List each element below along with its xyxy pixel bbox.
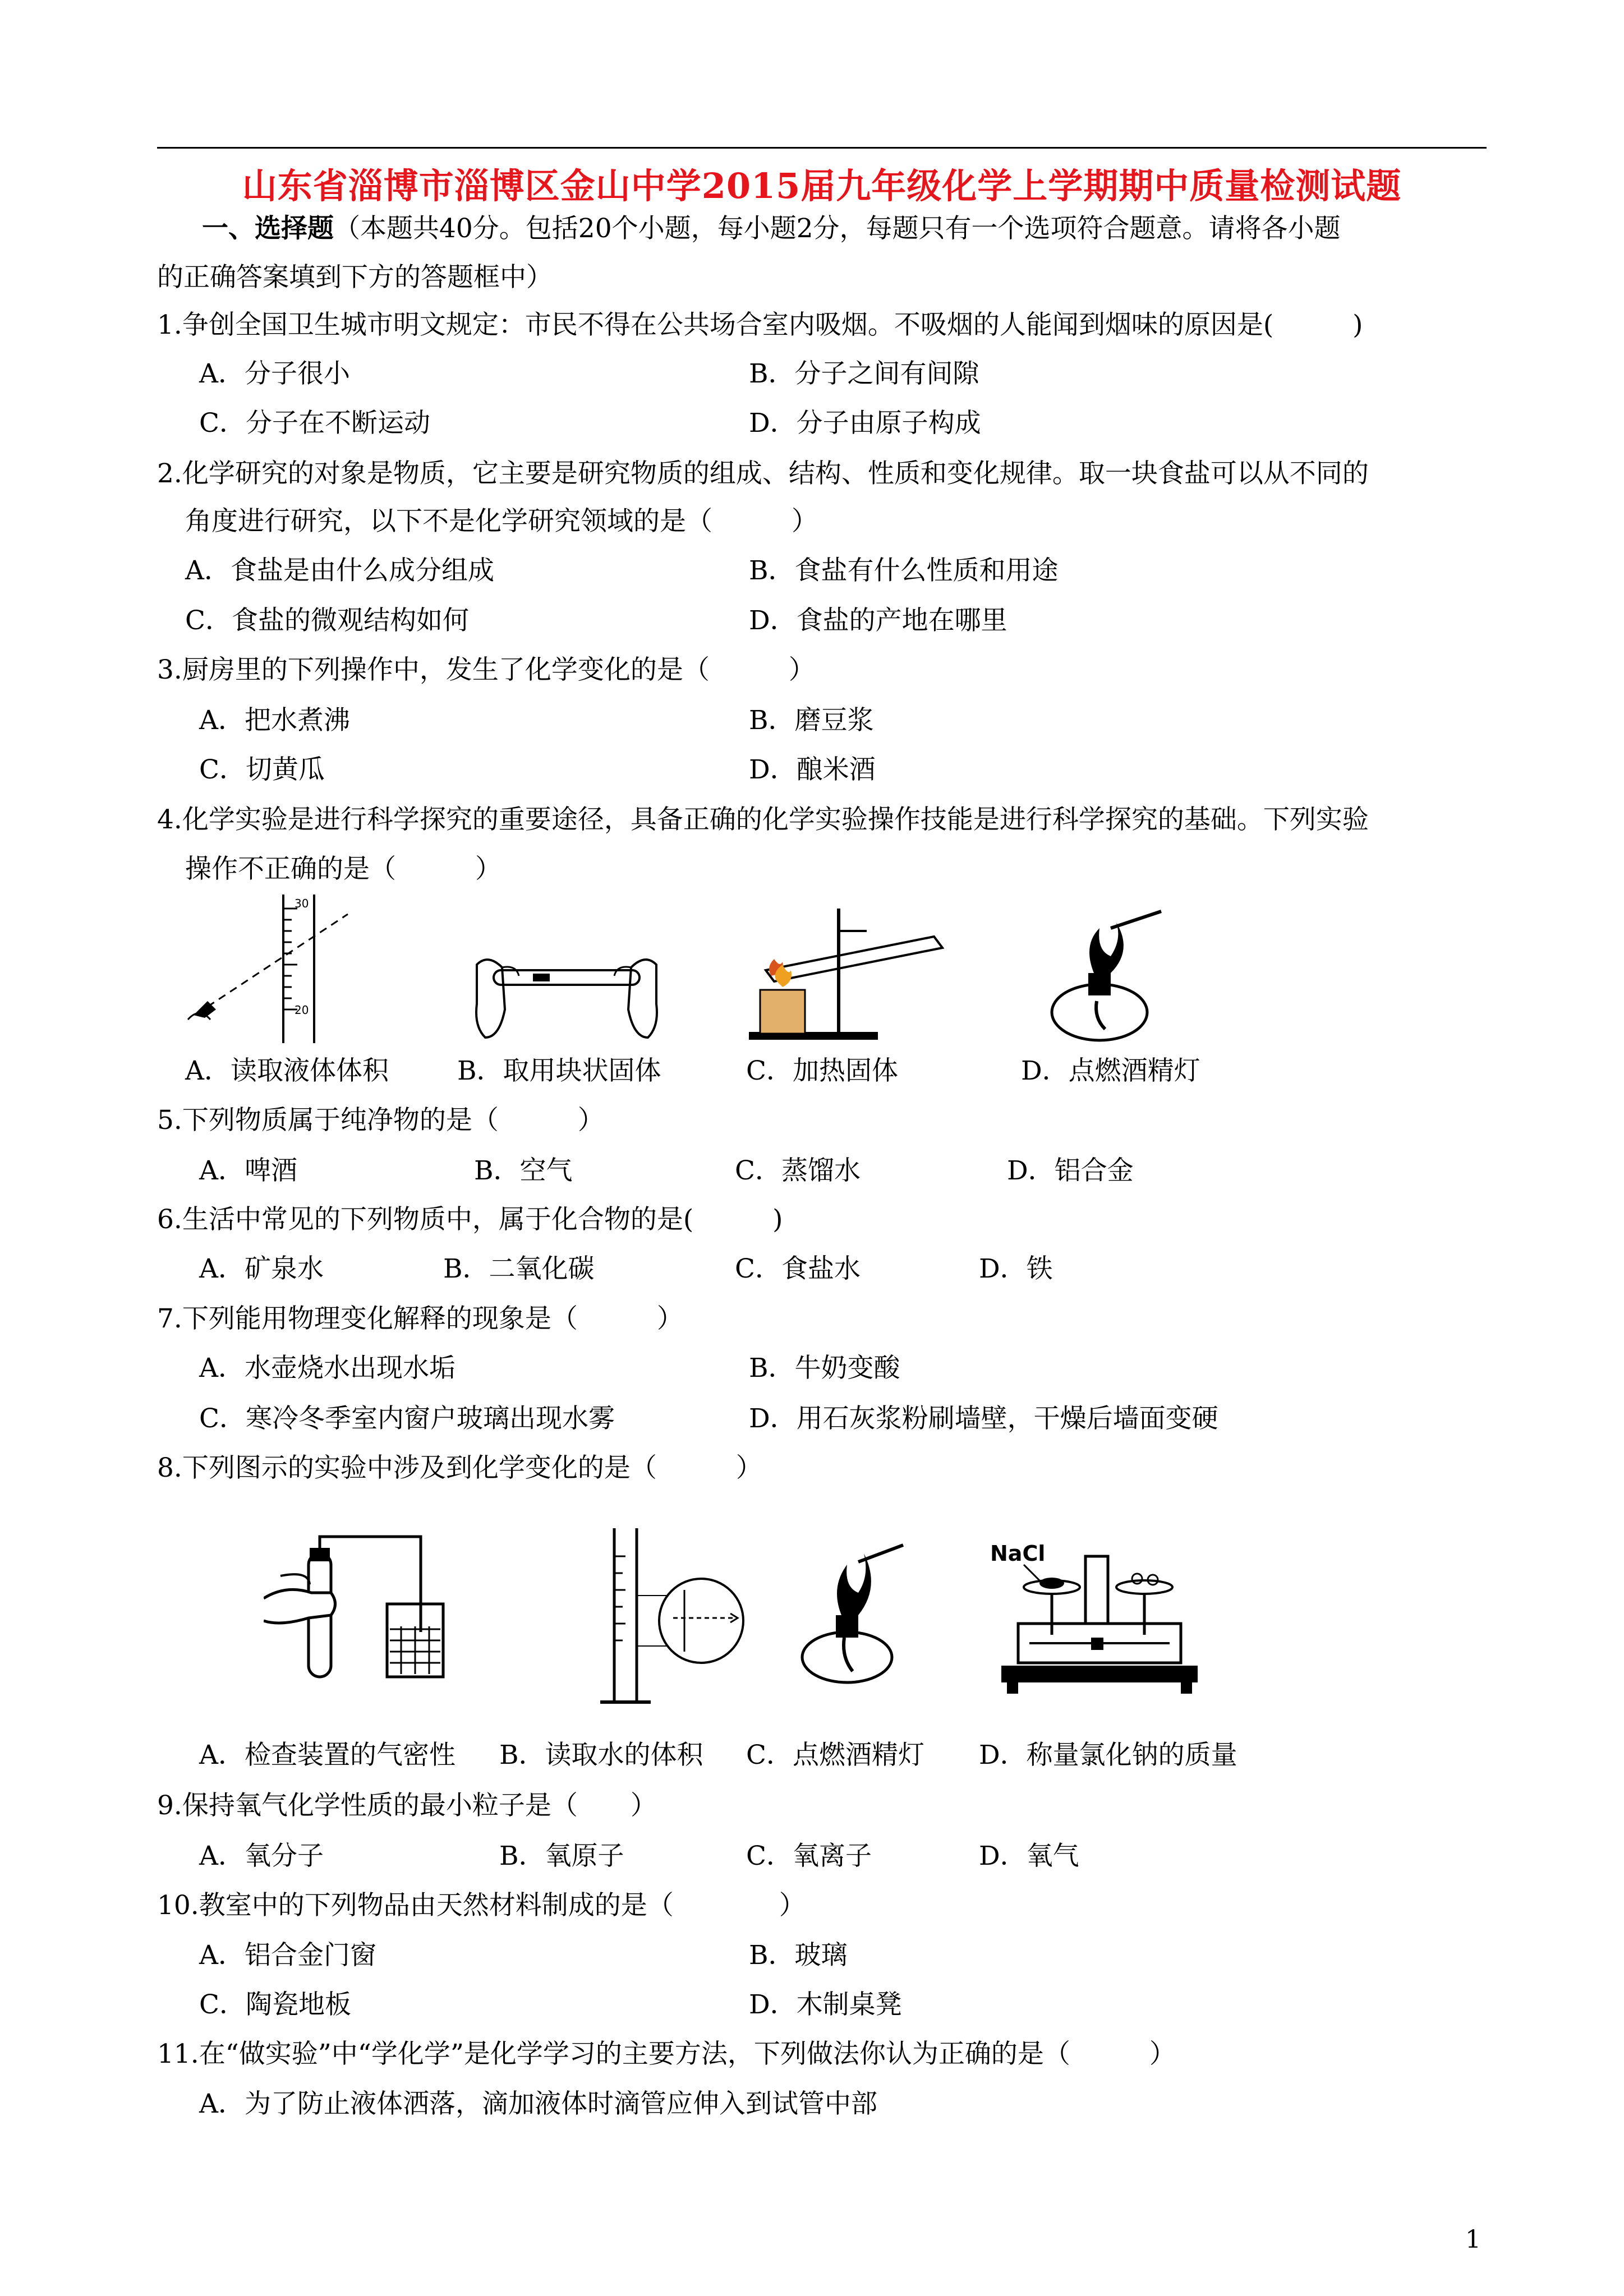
question-2-option-a: A．食盐是由什么成分组成 [185, 555, 494, 586]
question-1-option-c: C．分子在不断运动 [199, 408, 430, 439]
figure-read-water-volume [600, 1523, 757, 1708]
question-1-stem: 1.争创全国卫生城市明文规定：市民不得在公共场合室内吸烟。不吸烟的人能闻到烟味的原因是( ) [157, 310, 1363, 340]
question-3-stem: 3.厨房里的下列操作中，发生了化学变化的是（ ） [157, 654, 815, 685]
question-5-option-b: B．空气 [474, 1155, 573, 1186]
question-6-option-a: A．矿泉水 [199, 1253, 324, 1284]
question-2-option-b: B．食盐有什么性质和用途 [749, 555, 1059, 586]
question-7-option-a: A．水壶烧水出现水垢 [199, 1353, 456, 1384]
question-10-option-c: C．陶瓷地板 [199, 1989, 351, 2020]
question-3-option-b: B．磨豆浆 [749, 705, 874, 736]
question-1-option-d: D．分子由原子构成 [749, 408, 981, 439]
question-6-option-d: D．铁 [979, 1253, 1053, 1284]
question-4-stem: 4.化学实验是进行科学探究的重要途径，具备正确的化学实验操作技能是进行科学探究的基础。下列实验 [157, 804, 1369, 835]
question-9-option-b: B．氧原子 [499, 1841, 624, 1871]
question-11-stem: 11.在“做实验”中“学化学”是化学学习的主要方法，下列做法你认为正确的是（ ） [157, 2039, 1176, 2069]
question-10-option-b: B．玻璃 [749, 1940, 848, 1971]
question-9-option-a: A．氧分子 [199, 1841, 324, 1871]
figure-read-cylinder [185, 892, 365, 1049]
figure-heat-solid [749, 897, 951, 1054]
question-8-option-d: D．称量氯化钠的质量 [979, 1740, 1237, 1771]
page-title: 山东省淄博市淄博区金山中学2015届九年级化学上学期期中质量检测试题 [242, 165, 1402, 206]
question-9-stem: 9.保持氧气化学性质的最小粒子是（ ） [157, 1790, 657, 1821]
question-10-option-a: A．铝合金门窗 [199, 1940, 376, 1971]
question-4-option-d: D．点燃酒精灯 [1021, 1055, 1200, 1086]
figure-weigh-nacl [990, 1539, 1203, 1702]
tick-label-30: 30 [295, 897, 309, 910]
question-5-option-d: D．铝合金 [1007, 1155, 1134, 1186]
page-number: 1 [1465, 2225, 1481, 2254]
question-8-option-b: B．读取水的体积 [499, 1740, 703, 1771]
question-9-option-c: C．氧离子 [746, 1841, 872, 1871]
question-4-option-a: A．读取液体体积 [185, 1055, 389, 1086]
question-1-option-b: B．分子之间有间隙 [749, 358, 979, 389]
question-7-option-d: D．用石灰浆粉刷墙壁，干燥后墙面变硬 [749, 1403, 1218, 1434]
tick-label-20: 20 [295, 1003, 309, 1017]
balance-label: NaCl [990, 1541, 1046, 1566]
question-7-option-b: B．牛奶变酸 [749, 1353, 900, 1384]
question-10-stem: 10.教室中的下列物品由天然材料制成的是（ ） [157, 1890, 806, 1921]
section-instruction-cont: 的正确答案填到下方的答题框中） [157, 262, 553, 293]
question-3-option-c: C．切黄瓜 [199, 754, 325, 785]
question-6-stem: 6.生活中常见的下列物质中，属于化合物的是( ) [157, 1204, 783, 1235]
question-1-option-a: A．分子很小 [199, 358, 350, 389]
figure-take-solid [471, 942, 662, 1054]
question-8-option-a: A．检查装置的气密性 [199, 1740, 456, 1771]
question-11-option-a: A．为了防止液体洒落，滴加液体时滴管应伸入到试管中部 [199, 2088, 877, 2119]
question-7-stem: 7.下列能用物理变化解释的现象是（ ） [157, 1303, 683, 1334]
question-2-option-c: C．食盐的微观结构如何 [185, 605, 469, 636]
question-8-stem: 8.下列图示的实验中涉及到化学变化的是（ ） [157, 1453, 762, 1483]
question-2-stem-cont: 角度进行研究，以下不是化学研究领域的是（ ） [185, 506, 818, 537]
section-instruction: （本题共40分。包括20个小题，每小题2分，每题只有一个选项符合题意。请将各小题 [334, 213, 1341, 244]
question-3-option-a: A．把水煮沸 [199, 705, 350, 736]
section-heading-line [202, 212, 1341, 246]
question-10-option-d: D．木制桌凳 [749, 1989, 902, 2020]
figure-check-airtightness [264, 1531, 449, 1688]
question-5-option-c: C．蒸馏水 [735, 1155, 861, 1186]
figure-light-lamp [1043, 906, 1178, 1046]
question-2-option-d: D．食盐的产地在哪里 [749, 605, 1007, 636]
section-heading: 一、选择题 [202, 213, 334, 244]
question-5-option-a: A．啤酒 [199, 1155, 297, 1186]
question-3-option-d: D．酿米酒 [749, 754, 876, 785]
question-4-option-c: C．加热固体 [746, 1055, 898, 1086]
figure-light-lamp-2 [797, 1531, 909, 1688]
question-2-stem: 2.化学研究的对象是物质，它主要是研究物质的组成、结构、性质和变化规律。取一块食盐可以从不同的 [157, 458, 1369, 489]
question-6-option-b: B．二氧化碳 [443, 1253, 595, 1284]
question-6-option-c: C．食盐水 [735, 1253, 861, 1284]
question-5-stem: 5.下列物质属于纯净物的是（ ） [157, 1105, 604, 1136]
header-rule [157, 147, 1487, 149]
question-9-option-d: D．氧气 [979, 1841, 1079, 1871]
question-7-option-c: C．寒冷冬季室内窗户玻璃出现水雾 [199, 1403, 615, 1434]
question-4-stem-cont: 操作不正确的是（ ） [185, 854, 502, 884]
question-8-option-c: C．点燃酒精灯 [746, 1740, 924, 1771]
question-4-option-b: B．取用块状固体 [457, 1055, 661, 1086]
